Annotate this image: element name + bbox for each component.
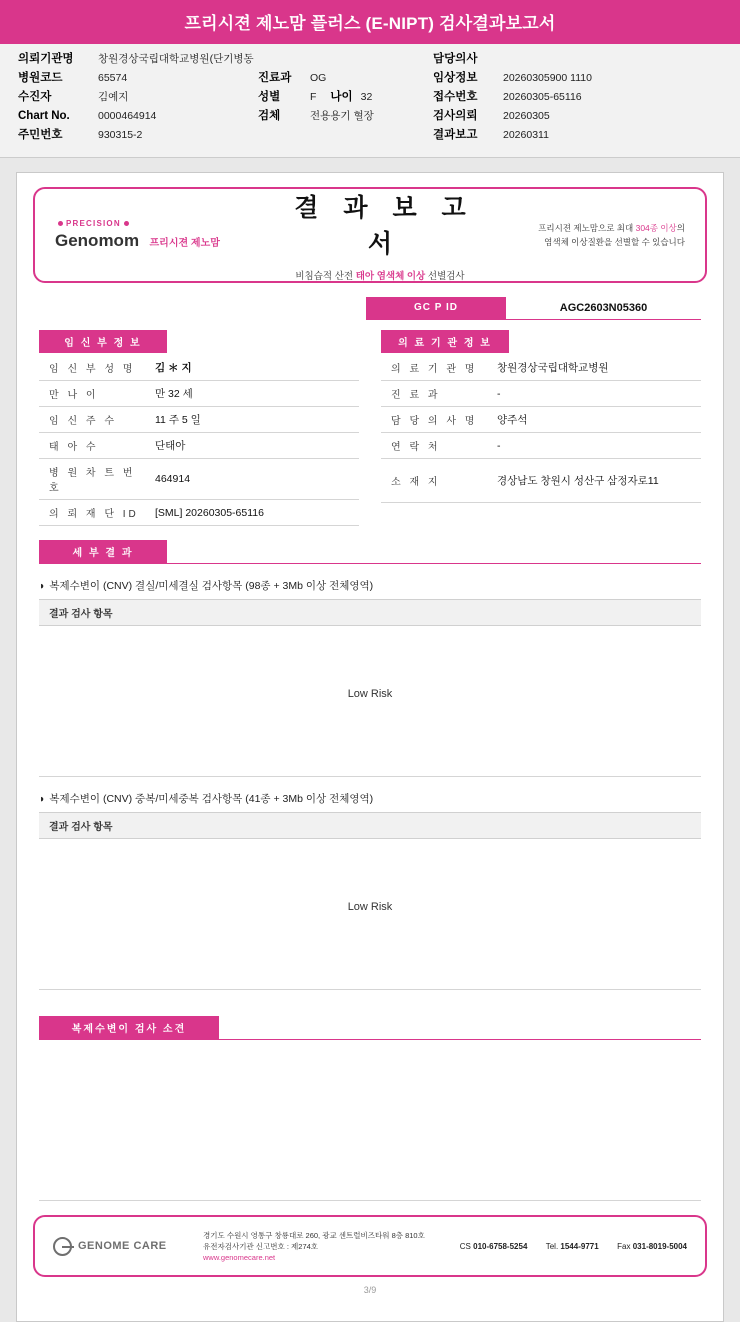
gcp-id-row	[17, 297, 701, 320]
header-field-sex-age	[258, 90, 433, 105]
value-patient-name: 김예지	[98, 91, 129, 103]
label-clinical-info: 임상정보	[433, 72, 478, 84]
sub-title-part1: 비침습적 산전	[295, 271, 356, 282]
report-title-box	[33, 187, 707, 283]
brand-korean-text: 프리시젼 제노맘	[149, 237, 220, 249]
page-number: 3/9	[363, 1285, 377, 1295]
row-key: 담 당 의 사 명	[391, 416, 478, 427]
row-value: 단태아	[155, 440, 186, 452]
brand-precision-line	[55, 219, 265, 228]
opinion-title-underline	[39, 1016, 701, 1040]
detail-divider	[39, 776, 701, 777]
genome-care-logo	[53, 1237, 203, 1256]
cs-label: CS	[459, 1241, 471, 1251]
detail-divider	[39, 989, 701, 990]
row-value: 경상남도 창원시 성산구 삼정자로11	[497, 475, 659, 487]
report-main-title-group	[265, 188, 495, 282]
hospital-info-title: 의 료 기 관 정 보	[381, 330, 509, 353]
footer-contacts	[460, 1242, 687, 1251]
risk-result-value: Low Risk	[347, 688, 393, 700]
header-column-clinical	[258, 52, 433, 147]
side-blurb-d: 염색체 이상질환	[544, 237, 604, 247]
header-field-institution	[18, 52, 258, 67]
detail-title-underline	[39, 540, 701, 564]
brand-genomom-text: Genomom	[55, 231, 140, 250]
row-value: 11 주 5 일	[155, 414, 201, 426]
opinion-section	[39, 1016, 701, 1201]
table-row	[39, 500, 359, 526]
row-value: 만 32 세	[155, 388, 193, 400]
row-key: 태 아 수	[49, 442, 99, 453]
value-report-date: 20260311	[503, 129, 549, 141]
header-column-doctor	[433, 52, 683, 147]
value-request-date: 20260305	[503, 110, 550, 122]
detail-section	[17, 526, 723, 1201]
risk-result-value: Low Risk	[347, 901, 393, 913]
table-row	[39, 407, 359, 433]
hospital-info-block	[381, 330, 701, 526]
genome-care-mark-icon	[53, 1237, 72, 1256]
row-key: 진 료 과	[391, 390, 441, 401]
hospital-info-table	[381, 355, 701, 503]
label-patient-name: 수진자	[18, 91, 52, 103]
opinion-divider	[39, 1200, 701, 1201]
side-blurb-e: 을 선별할 수 있습니다	[604, 237, 685, 247]
row-value: [SML] 20260305-65116	[155, 506, 264, 519]
header-field-accession-no	[433, 90, 683, 105]
header-field-specimen	[258, 109, 433, 124]
label-hospital-code: 병원코드	[18, 72, 63, 84]
report-side-blurb	[495, 221, 685, 249]
label-institution: 의뢰기관명	[18, 53, 74, 65]
detail-sub-header: 결과 검사 항목	[39, 812, 701, 839]
row-key: 연 락 처	[391, 442, 441, 453]
side-blurb-brand: 프리시젼 제노맘	[538, 223, 599, 233]
value-institution: 창원경상국립대학교병원(단기병동	[98, 53, 254, 65]
row-key: 병 원 차 트 번 호	[49, 468, 136, 494]
tel-label: Tel.	[545, 1241, 559, 1251]
header-field-resident-no	[18, 128, 258, 143]
footer-url[interactable]: www.genomecare.net	[203, 1252, 276, 1262]
header-field-department	[258, 71, 433, 86]
report-footer	[33, 1215, 707, 1277]
table-row	[39, 381, 359, 407]
header-field-chart-no	[18, 109, 258, 124]
footer-address-line2: 유전자검사기관 신고번호 : 제274호	[203, 1241, 319, 1251]
opinion-section-title: 복제수변이 검사 소견	[39, 1016, 219, 1039]
value-sex: F	[310, 91, 317, 103]
detail-sub-header: 결과 검사 항목	[39, 599, 701, 626]
header-field-doctor-title	[433, 52, 683, 67]
header-field-report-date	[433, 128, 683, 143]
header-column-requester	[18, 52, 258, 147]
tel-value: 1544-9771	[560, 1241, 599, 1251]
bullet-icon: ◗	[39, 580, 46, 592]
table-row	[381, 381, 701, 407]
value-accession-no: 20260305-65116	[503, 91, 582, 103]
row-value: 양주석	[497, 414, 528, 426]
header-field-request-date	[433, 109, 683, 124]
genome-care-logo-text: GENOME CARE	[78, 1240, 167, 1252]
value-age: 32	[360, 91, 373, 103]
detail-item-text: 복제수변이 (CNV) 결실/미세결실 검사항목 (98종 + 3Mb 이상 전체영역)	[49, 580, 374, 592]
report-sub-title	[265, 268, 495, 282]
dot-icon	[58, 221, 63, 226]
table-row	[39, 355, 359, 381]
row-key: 소 재 지	[391, 477, 441, 488]
table-row	[39, 433, 359, 459]
detail-item-line	[39, 578, 701, 593]
patient-header	[0, 44, 740, 158]
side-blurb-c: 의	[676, 223, 685, 233]
row-key: 임 신 주 수	[49, 416, 117, 427]
sub-title-highlight: 태아 염색체 이상	[355, 271, 426, 282]
value-clinical-info: 20260305900 1110	[503, 72, 592, 84]
info-columns	[17, 320, 723, 526]
opinion-body	[39, 1040, 701, 1190]
side-blurb-a: 으로 최대	[598, 223, 636, 233]
gcp-id-label: GC P ID	[366, 297, 506, 320]
detail-result-area	[39, 839, 701, 989]
dot-icon	[124, 221, 129, 226]
label-report-date: 결과보고	[433, 129, 478, 141]
label-department: 진료과	[258, 72, 292, 84]
row-value: 464914	[155, 473, 191, 485]
label-attending-doctor: 담당의사	[433, 53, 478, 65]
value-resident-no: 930315-2	[98, 129, 143, 141]
fax-label: Fax	[617, 1241, 631, 1251]
table-row	[381, 433, 701, 459]
label-accession-no: 접수번호	[433, 91, 478, 103]
pregnant-info-block	[39, 330, 359, 526]
side-blurb-line1	[495, 221, 685, 235]
cs-value: 010-6758-5254	[473, 1241, 528, 1251]
row-value: -	[497, 439, 501, 452]
row-value: 창원경상국립대학교병원	[497, 362, 609, 374]
value-hospital-code: 65574	[98, 72, 128, 84]
side-blurb-line2	[495, 235, 685, 249]
page-banner-title: 프리시젼 제노맘 플러스 (E-NIPT) 검사결과보고서	[0, 0, 740, 44]
label-age: 나이	[330, 91, 353, 103]
label-request-date: 검사의뢰	[433, 110, 478, 122]
header-spacer	[258, 52, 433, 67]
value-chart-no: 0000464914	[98, 110, 157, 122]
pregnant-info-title: 임 신 부 정 보	[39, 330, 167, 353]
detail-item-line	[39, 791, 701, 806]
label-resident-no: 주민번호	[18, 129, 63, 141]
report-main-title: 결 과 보 고 서	[294, 194, 475, 258]
detail-result-area	[39, 626, 701, 776]
label-sex: 성별	[258, 91, 281, 103]
detail-section-title: 세 부 결 과	[39, 540, 167, 563]
row-value: -	[497, 387, 501, 400]
footer-address	[203, 1230, 460, 1263]
table-row	[39, 459, 359, 500]
brand-precision-text: PRECISION	[66, 219, 121, 228]
row-key: 의 뢰 재 단 ID	[49, 509, 139, 520]
footer-address-line1: 경기도 수원시 영통구 창룡대로 260, 광교 센트럴비즈타워 8층 810호	[203, 1230, 425, 1240]
header-field-hospital-code	[18, 71, 258, 86]
fax-value: 031-8019-5004	[632, 1241, 687, 1251]
row-key: 의 료 기 관 명	[391, 364, 478, 375]
detail-item-text: 복제수변이 (CNV) 중복/미세중복 검사항목 (41종 + 3Mb 이상 전체영역)	[49, 793, 374, 805]
sub-title-part2: 선별검사	[425, 271, 465, 282]
label-specimen: 검체	[258, 110, 281, 122]
row-value: 김 ＊ 지	[155, 362, 192, 374]
label-chart-no: Chart No.	[18, 110, 70, 122]
value-specimen: 전용용기 혈장	[310, 110, 374, 122]
report-card	[16, 172, 724, 1322]
value-department: OG	[310, 72, 327, 84]
table-row	[381, 355, 701, 381]
row-key: 임 신 부 성 명	[49, 364, 136, 375]
gcp-id-value: AGC2603N05360	[506, 297, 701, 320]
brand-logo	[55, 219, 265, 251]
pregnant-info-table	[39, 355, 359, 526]
row-key: 만 나 이	[49, 390, 99, 401]
bullet-icon: ◗	[39, 793, 46, 805]
side-blurb-highlight: 304종 이상	[635, 223, 677, 233]
header-field-patient-name	[18, 90, 258, 105]
table-row	[381, 407, 701, 433]
header-field-clinical-info	[433, 71, 683, 86]
table-row	[381, 459, 701, 503]
